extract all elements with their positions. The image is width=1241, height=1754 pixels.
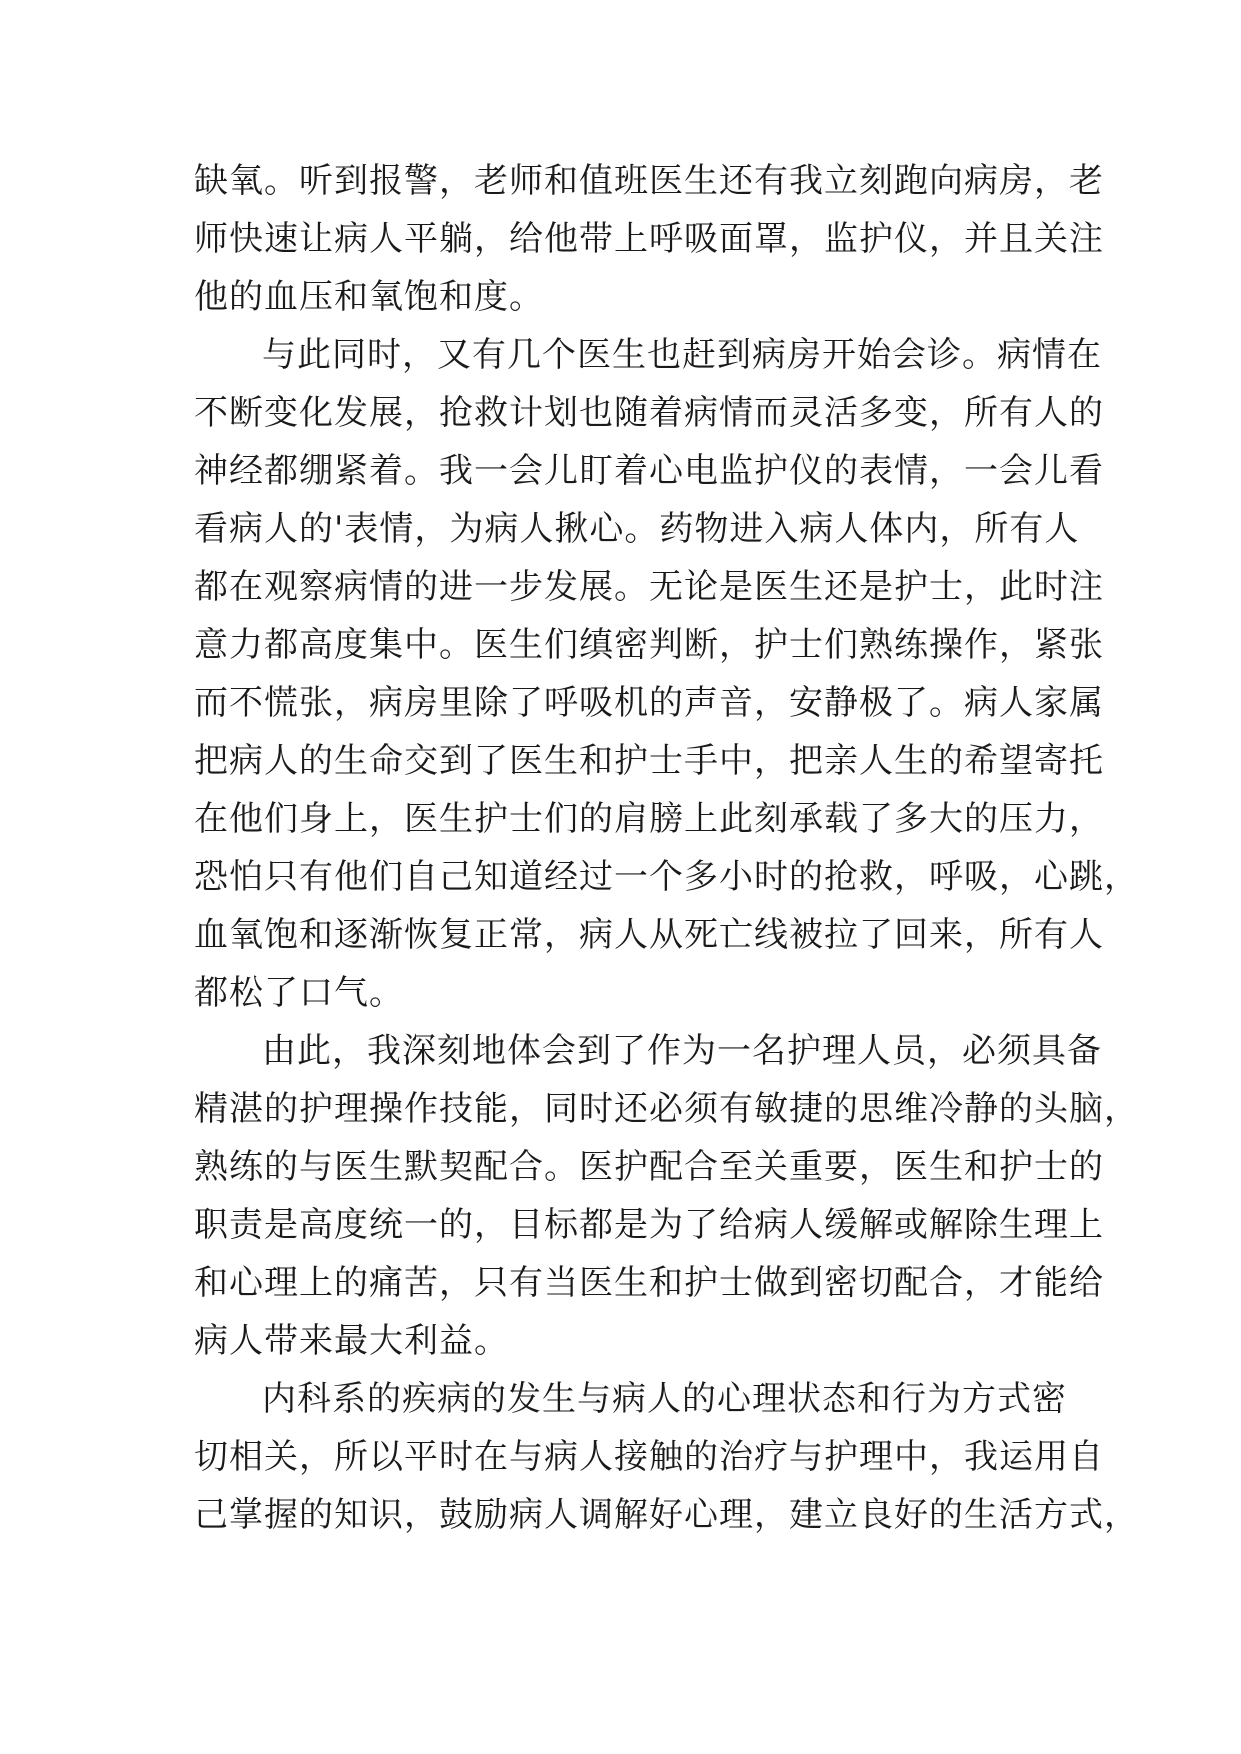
- text-line: 己掌握的知识，鼓励病人调解好心理，建立良好的生活方式，: [194, 1495, 1139, 1535]
- text-line: 都松了口气。: [194, 973, 404, 1013]
- text-line: 他的血压和氧饱和度。: [194, 277, 544, 317]
- paragraph: [194, 326, 1139, 1022]
- text-line: 精湛的护理操作技能，同时还必须有敏捷的思维冷静的头脑，: [194, 1089, 1139, 1129]
- text-line: 不断变化发展，抢救计划也随着病情而灵活多变，所有人的: [194, 393, 1104, 433]
- text-line: 由此，我深刻地体会到了作为一名护理人员，必须具备: [262, 1031, 1102, 1071]
- text-line: 血氧饱和逐渐恢复正常，病人从死亡线被拉了回来，所有人: [194, 915, 1104, 955]
- text-line: 在他们身上，医生护士们的肩膀上此刻承载了多大的压力，: [194, 799, 1104, 839]
- paragraph: [194, 1022, 1139, 1370]
- paragraph: [194, 152, 1104, 326]
- text-line: 熟练的与医生默契配合。医护配合至关重要，医生和护士的: [194, 1147, 1104, 1187]
- text-line: 职责是高度统一的，目标都是为了给病人缓解或解除生理上: [194, 1205, 1104, 1245]
- text-line: 和心理上的痛苦，只有当医生和护士做到密切配合，才能给: [194, 1263, 1104, 1303]
- text-line: 切相关，所以平时在与病人接触的治疗与护理中，我运用自: [194, 1437, 1104, 1477]
- text-line: 缺氧。听到报警，老师和值班医生还有我立刻跑向病房，老: [194, 161, 1104, 201]
- text-line: 病人带来最大利益。: [194, 1321, 509, 1361]
- text-line: 都在观察病情的进一步发展。无论是医生还是护士，此时注: [194, 567, 1104, 607]
- text-line: 意力都高度集中。医生们缜密判断，护士们熟练操作，紧张: [194, 625, 1104, 665]
- text-line: 看病人的'表情，为病人揪心。药物进入病人体内，所有人: [194, 509, 1080, 549]
- text-line: 师快速让病人平躺，给他带上呼吸面罩，监护仪，并且关注: [194, 219, 1104, 259]
- text-line: 把病人的生命交到了医生和护士手中，把亲人生的希望寄托: [194, 741, 1104, 781]
- paragraph: [194, 1370, 1139, 1544]
- text-line: 恐怕只有他们自己知道经过一个多小时的抢救，呼吸，心跳，: [194, 857, 1139, 897]
- text-line: 内科系的疾病的发生与病人的心理状态和行为方式密: [262, 1379, 1067, 1419]
- text-line: 与此同时，又有几个医生也赶到病房开始会诊。病情在: [262, 335, 1102, 375]
- text-line: 神经都绷紧着。我一会儿盯着心电监护仪的表情，一会儿看: [194, 451, 1104, 491]
- text-line: 而不慌张，病房里除了呼吸机的声音，安静极了。病人家属: [194, 683, 1104, 723]
- body-text: [194, 152, 1139, 1544]
